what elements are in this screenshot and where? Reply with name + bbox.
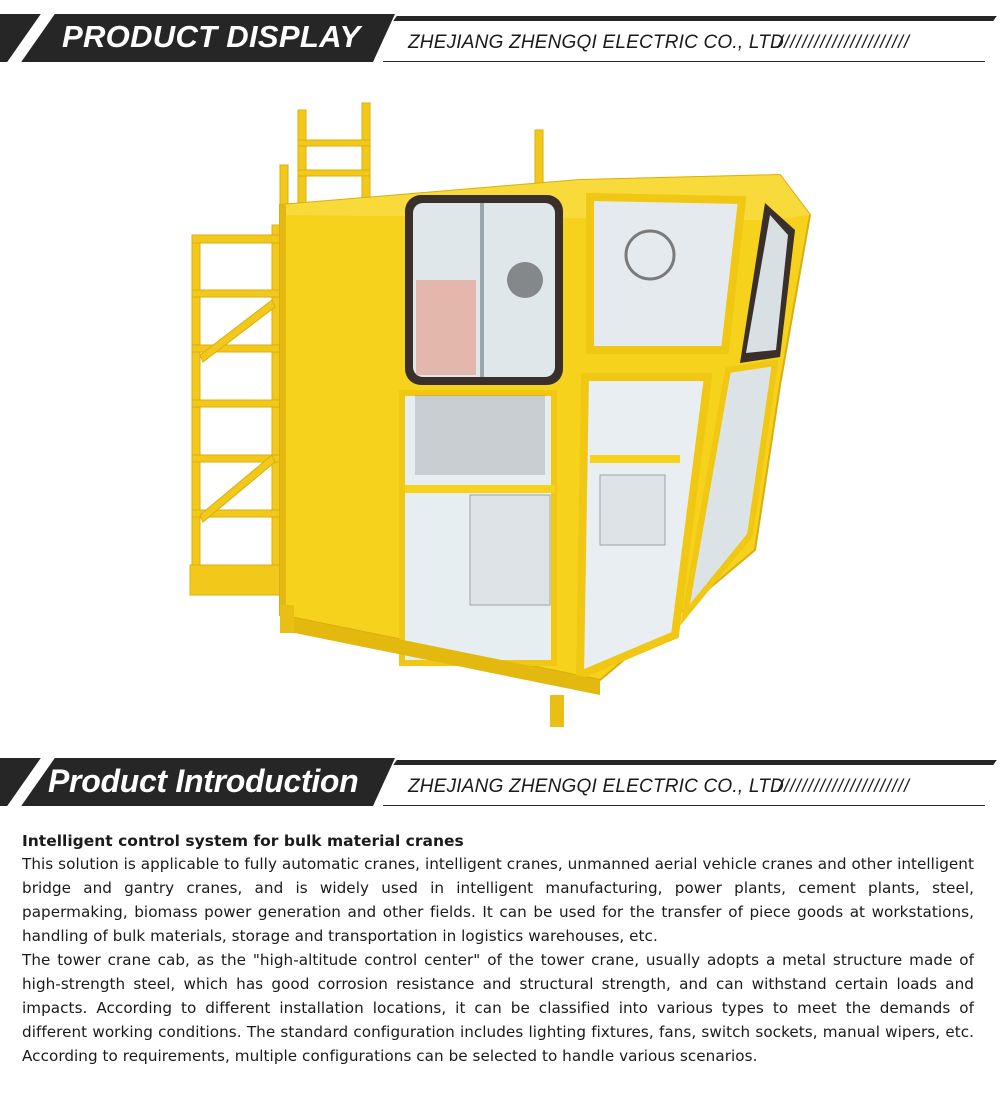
intro-paragraph-1: This solution is applicable to fully automatic cranes, intelligent cranes, unmanned aerial vehicle cranes and other intelligent bridge and gantry cranes, and is widely used in intelligent manufacturing, power plants, cement plants, steel, papermaking, biomass power generation and other fields. It can be used for the transfer of piece goods at workstations, handling of bulk materials, storage and transportation in logistics warehouses, etc. — [22, 855, 974, 945]
company-name: ZHEJIANG ZHENGQI ELECTRIC CO., LTD — [408, 776, 784, 797]
section-title-display: PRODUCT DISPLAY — [62, 19, 361, 54]
crane-cab-illustration — [180, 95, 820, 745]
hatch-decoration: ////////////////////// — [778, 776, 911, 796]
company-name: ZHEJIANG ZHENGQI ELECTRIC CO., LTD — [408, 32, 784, 53]
section-banner-introduction — [0, 758, 1000, 806]
section-banner-display — [0, 14, 1000, 62]
intro-heading: Intelligent control system for bulk material cranes — [22, 832, 464, 850]
intro-section — [22, 830, 974, 1068]
section-title-introduction: Product Introduction — [48, 763, 359, 799]
intro-paragraph-2: The tower crane cab, as the "high-altitude control center" of the tower crane, usually adopts a metal structure made of high-strength steel, which has good corrosion resistance and structural strength, and can withstand certain loads and impacts. According to different installation locations, it can be classified into various types to meet the demands of different working conditions. The standard configuration includes lighting fixtures, fans, switch sockets, manual wipers, etc. According to requirements, multiple configurations can be selected to handle various scenarios. — [22, 951, 974, 1065]
hatch-decoration: ////////////////////// — [778, 32, 911, 52]
